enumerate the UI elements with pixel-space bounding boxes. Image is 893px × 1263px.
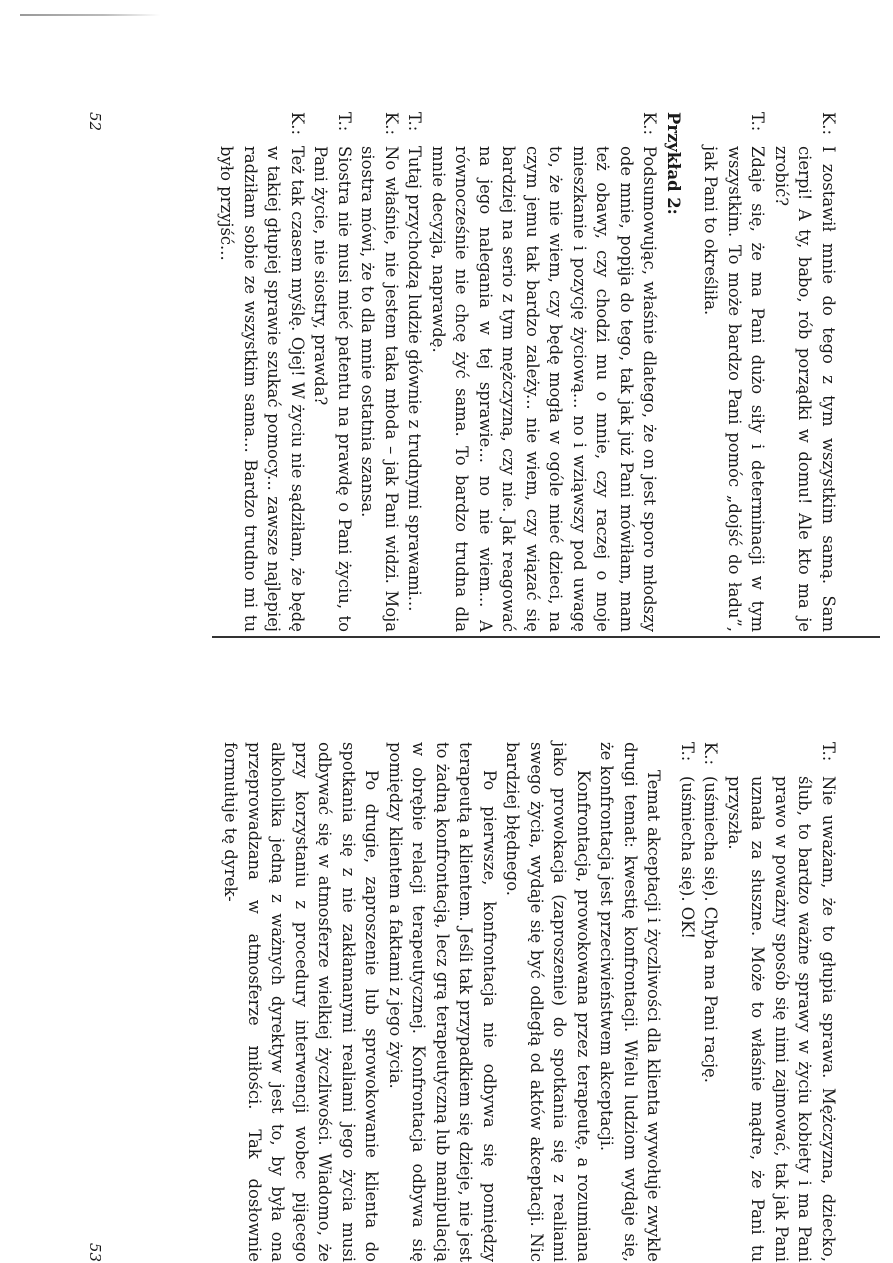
speaker-label: K.: [819,112,838,135]
page-number: 52 [86,112,104,132]
utterance-text: Nie uważam, że to głupia sprawa. Mężczyzna, dziecko, ślub, to bardzo ważne sprawy w życiu kobiety i ma Pani prawo w poważny sposób się nimi zajmować, tak jak Pani uznała za słuszne. Może to właśnie mądre, że Pani tu przyszła. [725,776,838,1262]
dialogue-entry [403,112,427,632]
dialogue-entry [356,112,403,632]
speaker-label: T.: [678,742,697,762]
speaker-label: T.: [748,112,768,132]
speaker-label: K.: [288,112,307,135]
speaker-label: K.: [640,112,660,135]
speaker-label: T.: [405,112,425,132]
speaker-label: T.: [335,112,354,132]
page-fold-line [212,636,880,638]
utterance-text: I zostawił mnie do tego z tym wszystkim samą. Sam cierpi! A ty, babo, rób porządki w domu! Ale kto ma je zrobić? [772,146,838,632]
utterance-text: Tutaj przychodzą ludzie głównie z trudnymi sprawami... [405,146,425,612]
dialogue-entry [309,112,356,632]
speaker-label: K.: [382,112,401,135]
dialogue-entry [723,742,841,1262]
utterance-text: Zdaje się, że ma Pani dużo siły i determinacji w tym wszystkim. To może bardzo Pani pomóc „dojść do ładu”, jak Pani to określiła. [701,146,768,632]
utterance-text: No właśnie, nie jestem taka młoda – jak Pani widzi. Moja siostra mówi, że to dla mnie ostatnia szansa. [358,146,401,632]
section-heading: Przykład 2: [664,112,683,215]
body-paragraph: Po pierwsze, konfrontacja nie odbywa się pomiędzy terapeutą a klientem. Jeśli tak przypadkiem się dzieje, nie jest to żadną konfrontacją, lecz grą terapeutyczną lub manipulacją w obrębie relacji terapeutycznej. Konfrontacja odbywa się pomiędzy klientem a faktami z jego życia. [386,742,499,1262]
body-paragraph: Po drugie, zaproszenie lub sprowokowanie klienta do spotkania się z nie zakłamanymi realiami jego życia musi odbywać się w atmosferze wielkiej życzliwości. Wiadomo, że przy korzystaniu z procedury interwencji wobec pijącego alkoholika jedną z ważnych dyrektyw jest to, by była ona przeprowadzana w atmosferze miłości. Tak dosłownie formułuje tę dyrek- [221,742,382,1262]
dialogue-entry [770,112,841,632]
dialogue-entry [215,112,309,632]
dialogue-entry [699,742,723,1262]
dialogue-entry [427,112,662,632]
utterance-text: Też tak czasem myślę. Ojej! W życiu nie sądziłam, że będę w takiej głupiej sprawie szukać pomocy... zawsze najlepiej radziłam sobie ze wszystkim sama... Bardzo trudno mi tu było przyjść... [217,146,307,632]
page-number: 53 [86,1242,104,1262]
speaker-label: K.: [701,742,721,765]
utterance-text: (uśmiecha się). Chyba ma Pani rację. [701,776,721,1083]
body-paragraph: Konfrontacja, prowokowana przez terapeutę, a rozumiana jako prowokacja (zaproszenie) do spotkania się z realiami swego życia, wydaje się być odległą od aktów akceptacji. Nic bardziej błędnego. [503,742,593,1262]
body-paragraph: Temat akceptacji i życzliwości dla klienta wywołuje zwykle drugi temat: kwestię konfrontacji. Wielu ludziom wydaje się, że konfrontacja jest przeciwieństwem akceptacji. [597,742,664,1262]
right-page [86,742,840,1262]
left-page [86,112,840,632]
utterance-text: Siostra nie musi mieć patentu na prawdę o Pani życiu, to Pani życie, nie siostry, prawda? [311,146,354,632]
right-page-body [110,742,840,1262]
left-page-body [110,112,840,632]
utterance-text: (uśmiecha się). OK! [678,776,697,940]
scan-artifact [20,14,160,16]
dialogue-entry [676,742,700,1262]
speaker-label: T.: [819,742,838,762]
utterance-text: Podsumowując, właśnie dlatego, że on jest sporo młodszy ode mnie, popija do tego, tak jak już Pani mówiłam, mam też obawy, czy chodzi mu o mnie, czy raczej o moje mieszkanie i pozycję życiową... no i wziąwszy pod uwagę to, że nie wiem, czy będę mogła w ogóle mieć dzieci, na czym jemu tak bardzo zależy... nie wiem, czy wiązać się bardziej na serio z tym mężczyzną, czy nie. Jak reagować na jego nalegania w tej sprawie... no nie wiem... A równocześnie nie chcę żyć sama. To bardzo trudna dla mnie decyzja, naprawdę. [429,146,660,632]
dialogue-entry [699,112,770,632]
